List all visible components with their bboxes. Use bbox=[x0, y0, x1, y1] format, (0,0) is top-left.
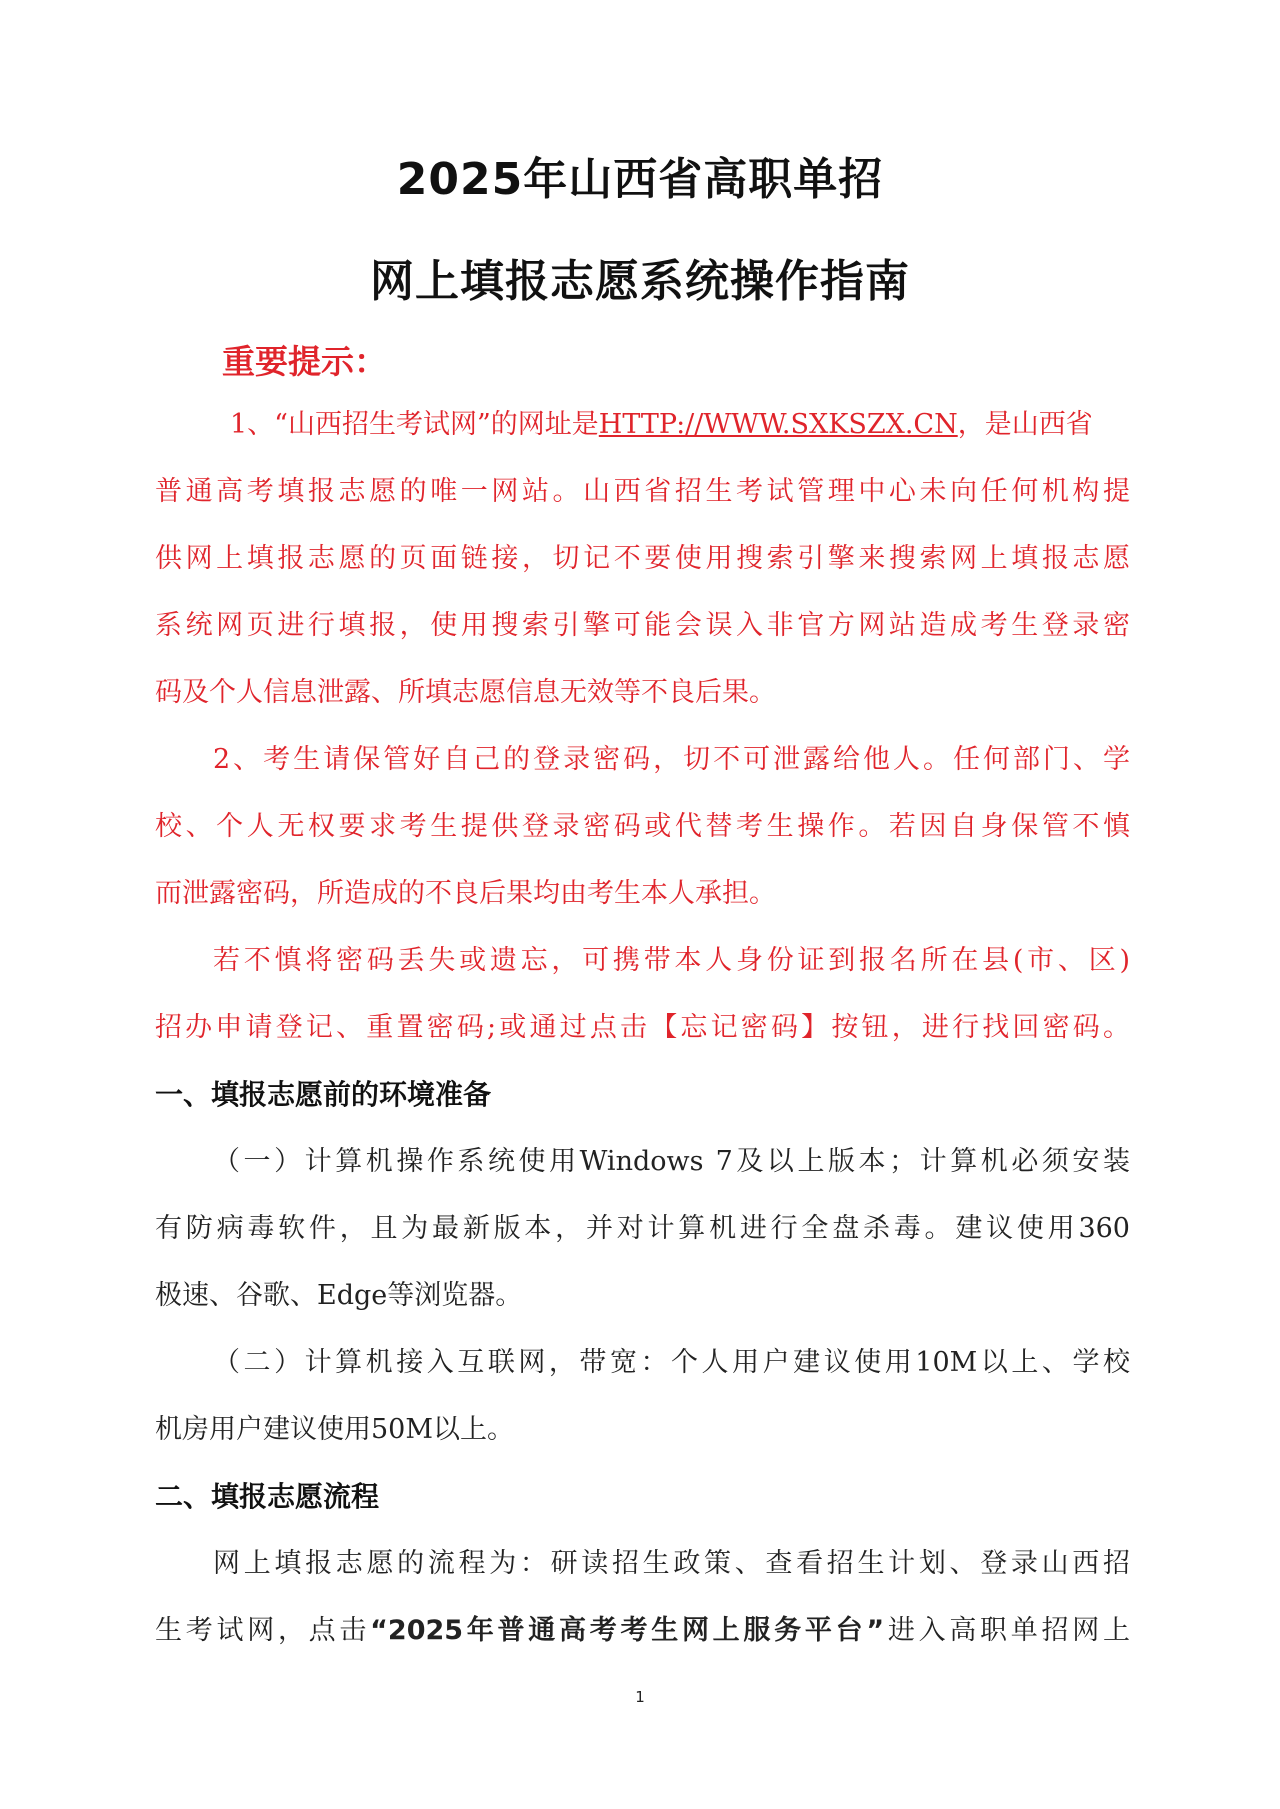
notice-item2-line1: 2、考生请保管好自己的登录密码，切不可泄露给他人。任何部门、学 bbox=[213, 744, 1130, 775]
notice-item3-line2: 招办申请登记、重置密码;或通过点击【忘记密码】按钮，进行找回密码。 bbox=[155, 1012, 1130, 1043]
title-line-1: 2025年山西省高职单招 bbox=[396, 154, 884, 205]
notice-item2-line3: 而泄露密码，所造成的不良后果均由考生本人承担。 bbox=[155, 878, 776, 909]
section1-p2-line1: （二）计算机接入互联网，带宽：个人用户建议使用10M以上、学校 bbox=[213, 1347, 1130, 1378]
section2-p1-line2 bbox=[155, 1611, 1130, 1651]
platform-name: “2025年普通高考考生网上服务平台” bbox=[370, 1615, 885, 1646]
section1-p2-line2: 机房用户建议使用50M以上。 bbox=[155, 1414, 515, 1445]
section2-p1-line2-suffix: 进入高职单招网上 bbox=[884, 1615, 1131, 1646]
notice-item1-prefix: 1、“山西招生考试网”的网址是 bbox=[230, 409, 599, 440]
website-link[interactable]: HTTP://WWW.SXKSZX.CN bbox=[598, 409, 958, 440]
notice-item1-line4: 系统网页进行填报，使用搜索引擎可能会误入非官方网站造成考生登录密 bbox=[155, 610, 1130, 641]
notice-item1-line2: 普通高考填报志愿的唯一网站。山西省招生考试管理中心未向任何机构提 bbox=[155, 476, 1130, 507]
notice-item3-line1: 若不慎将密码丢失或遗忘，可携带本人身份证到报名所在县(市、区) bbox=[213, 945, 1130, 976]
title-line-2: 网上填报志愿系统操作指南 bbox=[370, 256, 910, 307]
page-number: 1 bbox=[635, 1688, 645, 1706]
section1-p1-line3: 极速、谷歌、Edge等浏览器。 bbox=[155, 1280, 523, 1311]
section1-p1-line2: 有防病毒软件，且为最新版本，并对计算机进行全盘杀毒。建议使用360 bbox=[155, 1213, 1130, 1244]
notice-item1-suffix: ，是山西省 bbox=[957, 409, 1093, 440]
section1-p1-line1: （一）计算机操作系统使用Windows 7及以上版本；计算机必须安装 bbox=[213, 1146, 1130, 1177]
section2-heading: 二、填报志愿流程 bbox=[155, 1480, 380, 1513]
notice-heading: 重要提示： bbox=[222, 342, 387, 381]
section1-heading: 一、填报志愿前的环境准备 bbox=[155, 1078, 492, 1111]
notice-item2-line2: 校、个人无权要求考生提供登录密码或代替考生操作。若因自身保管不慎 bbox=[155, 811, 1130, 842]
section2-p1-line2-prefix: 生考试网，点击 bbox=[155, 1615, 371, 1646]
section2-p1-line1: 网上填报志愿的流程为：研读招生政策、查看招生计划、登录山西招 bbox=[213, 1548, 1130, 1579]
notice-item1-line5: 码及个人信息泄露、所填志愿信息无效等不良后果。 bbox=[155, 677, 776, 708]
notice-item1-line3: 供网上填报志愿的页面链接，切记不要使用搜索引擎来搜索网上填报志愿 bbox=[155, 543, 1130, 574]
notice-item1-line1 bbox=[230, 405, 1130, 445]
